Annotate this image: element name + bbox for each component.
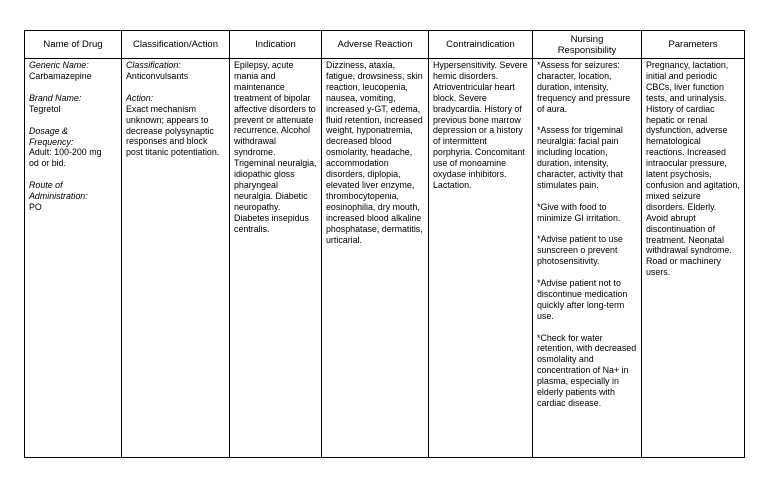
header-adverse-reaction: Adverse Reaction [322,31,429,59]
dosage-label-line2: Frequency: [29,136,74,147]
nursing-item: *Advise patient not to discontinue medication quickly after long-term use. [537,278,628,321]
drug-study-table [24,30,745,458]
dosage-label-line1: Dosage & [29,125,68,136]
header-parameters: Parameters [642,31,745,59]
table-row [25,59,745,458]
nursing-item: *Assess for trigeminal neuralgia: facial pain including location, duration, intensity, character, activity that stimulates pain. [537,125,623,190]
header-classification-action: Classification/Action [122,31,230,59]
header-contraindication: Contraindication [429,31,533,59]
classification-label: Classification: [126,60,181,70]
route-value: PO [29,202,42,213]
adverse-reaction-text: Dizziness, ataxia, fatigue, drowsiness, skin reaction, leucopenia, nausea, vomiting, increased y-GT, edema, fluid retention, increased weight, hyponatremia, decreased blood osmolarity, headache, accommodation disorders, diplopia, elevated liver enzyme, thrombocytopenia, eosinophilia, dry mouth, increased blood alkaline phosphatase, dermatitis, urticarial. [326,60,423,245]
brand-name-value: Tegretol [29,103,61,114]
indication-text: Epilepsy, acute mania and maintenance treatment of bipolar affective disorders to prevent or attenuate recurrence. Alcohol withdrawal syndrome. Trigeminal neuralgia, idiopathic gloss pharyngeal neuralgia. Diabetic neuropathy. Diabetes insepidus centralis. [234,60,317,234]
nursing-item: *Check for water retention, with decreased osmolality and concentration of Na+ in plasma, especially in elderly patients with cardiac disease. [537,332,637,409]
action-text: Exact mechanism unknown; appears to decrease polysynaptic responses and block post titanic potentiation. [126,103,220,158]
generic-name-label: Generic Name: [29,60,89,70]
cell-parameters [642,59,745,458]
dosage-value-line1: Adult: 100-200 mg [29,147,102,158]
cell-classification-action [122,59,230,458]
nursing-item: *Give with food to minimize GI irritation. [537,201,621,223]
generic-name-value: Carbamazepine [29,70,92,81]
header-indication: Indication [230,31,322,59]
parameters-text: Pregnancy, lactation, initial and periodic CBCs, liver function tests, and urinalysis. History of cardiac hepatic or renal dysfunction, adverse hematological reactions. Increased intraocular pressure, latent psychosis, confusion and agitation, mixed seizure disorders. Elderly. Avoid abrupt discontinuation of treatment. Neonatal withdrawal syndrome. Road or machinery users. [646,60,740,278]
header-nursing-line1: Nursing [570,33,604,45]
route-label-line1: Route of [29,180,63,191]
cell-adverse-reaction [322,59,429,458]
dosage-value-line2: od or bid. [29,158,67,169]
nursing-item: *Advise patient to use sunscreen o prevent photosensitivity. [537,234,623,267]
cell-indication [230,59,322,458]
header-row [25,31,745,59]
header-nursing-line2: Responsibility [557,44,617,56]
action-label: Action: [126,92,154,103]
route-label-line2: Administration: [29,191,88,202]
header-nursing-responsibility [533,31,642,59]
classification-value: Anticonvulsants [126,70,189,81]
cell-contraindication [429,59,533,458]
cell-name-of-drug [25,59,122,458]
header-name-of-drug: Name of Drug [25,31,122,59]
cell-nursing-responsibility [533,59,642,458]
contraindication-text: Hypersensitivity. Severe hemic disorders. Atrioventricular heart block. Severe bradycardia. History of previous bone marrow depression or a history of intermittent porphyria. Concomitant use of monoamine oxydase inhibitors. Lactation. [433,60,528,190]
brand-name-label: Brand Name: [29,92,82,103]
nursing-item: *Assess for seizures: character, location, duration, intensity, frequency and pressure of aura. [537,60,631,114]
